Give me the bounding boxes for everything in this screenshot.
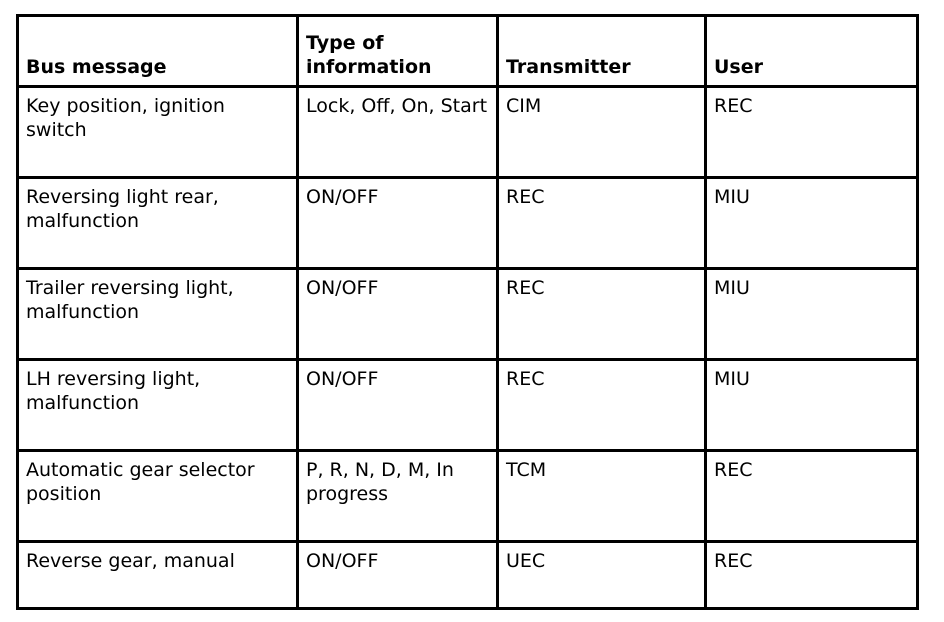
cell-type-of-information: P, R, N, D, M, In progress [298, 451, 498, 542]
cell-user: MIU [706, 269, 918, 360]
cell-bus-message: Key position, ignition switch [18, 87, 298, 178]
header-transmitter: Transmitter [498, 16, 706, 87]
header-bus-message: Bus message [18, 16, 298, 87]
cell-user: REC [706, 542, 918, 609]
cell-type-of-information: ON/OFF [298, 269, 498, 360]
cell-type-of-information: ON/OFF [298, 542, 498, 609]
cell-transmitter: CIM [498, 87, 706, 178]
table-row [18, 542, 918, 609]
table-row [18, 360, 918, 451]
cell-transmitter: REC [498, 269, 706, 360]
cell-type-of-information: ON/OFF [298, 178, 498, 269]
cell-transmitter: REC [498, 360, 706, 451]
header-type-of-information: Type of information [298, 16, 498, 87]
table-row [18, 178, 918, 269]
table-row [18, 269, 918, 360]
table-row [18, 87, 918, 178]
cell-user: MIU [706, 360, 918, 451]
cell-bus-message: Automatic gear selector position [18, 451, 298, 542]
cell-transmitter: TCM [498, 451, 706, 542]
table-row [18, 451, 918, 542]
cell-user: MIU [706, 178, 918, 269]
cell-type-of-information: Lock, Off, On, Start [298, 87, 498, 178]
bus-message-table [16, 14, 919, 610]
cell-user: REC [706, 451, 918, 542]
cell-transmitter: REC [498, 178, 706, 269]
cell-type-of-information: ON/OFF [298, 360, 498, 451]
table-header-row [18, 16, 918, 87]
cell-bus-message: Reversing light rear, malfunction [18, 178, 298, 269]
cell-transmitter: UEC [498, 542, 706, 609]
header-user: User [706, 16, 918, 87]
cell-user: REC [706, 87, 918, 178]
cell-bus-message: Trailer reversing light, malfunction [18, 269, 298, 360]
cell-bus-message: Reverse gear, manual [18, 542, 298, 609]
cell-bus-message: LH reversing light, malfunction [18, 360, 298, 451]
